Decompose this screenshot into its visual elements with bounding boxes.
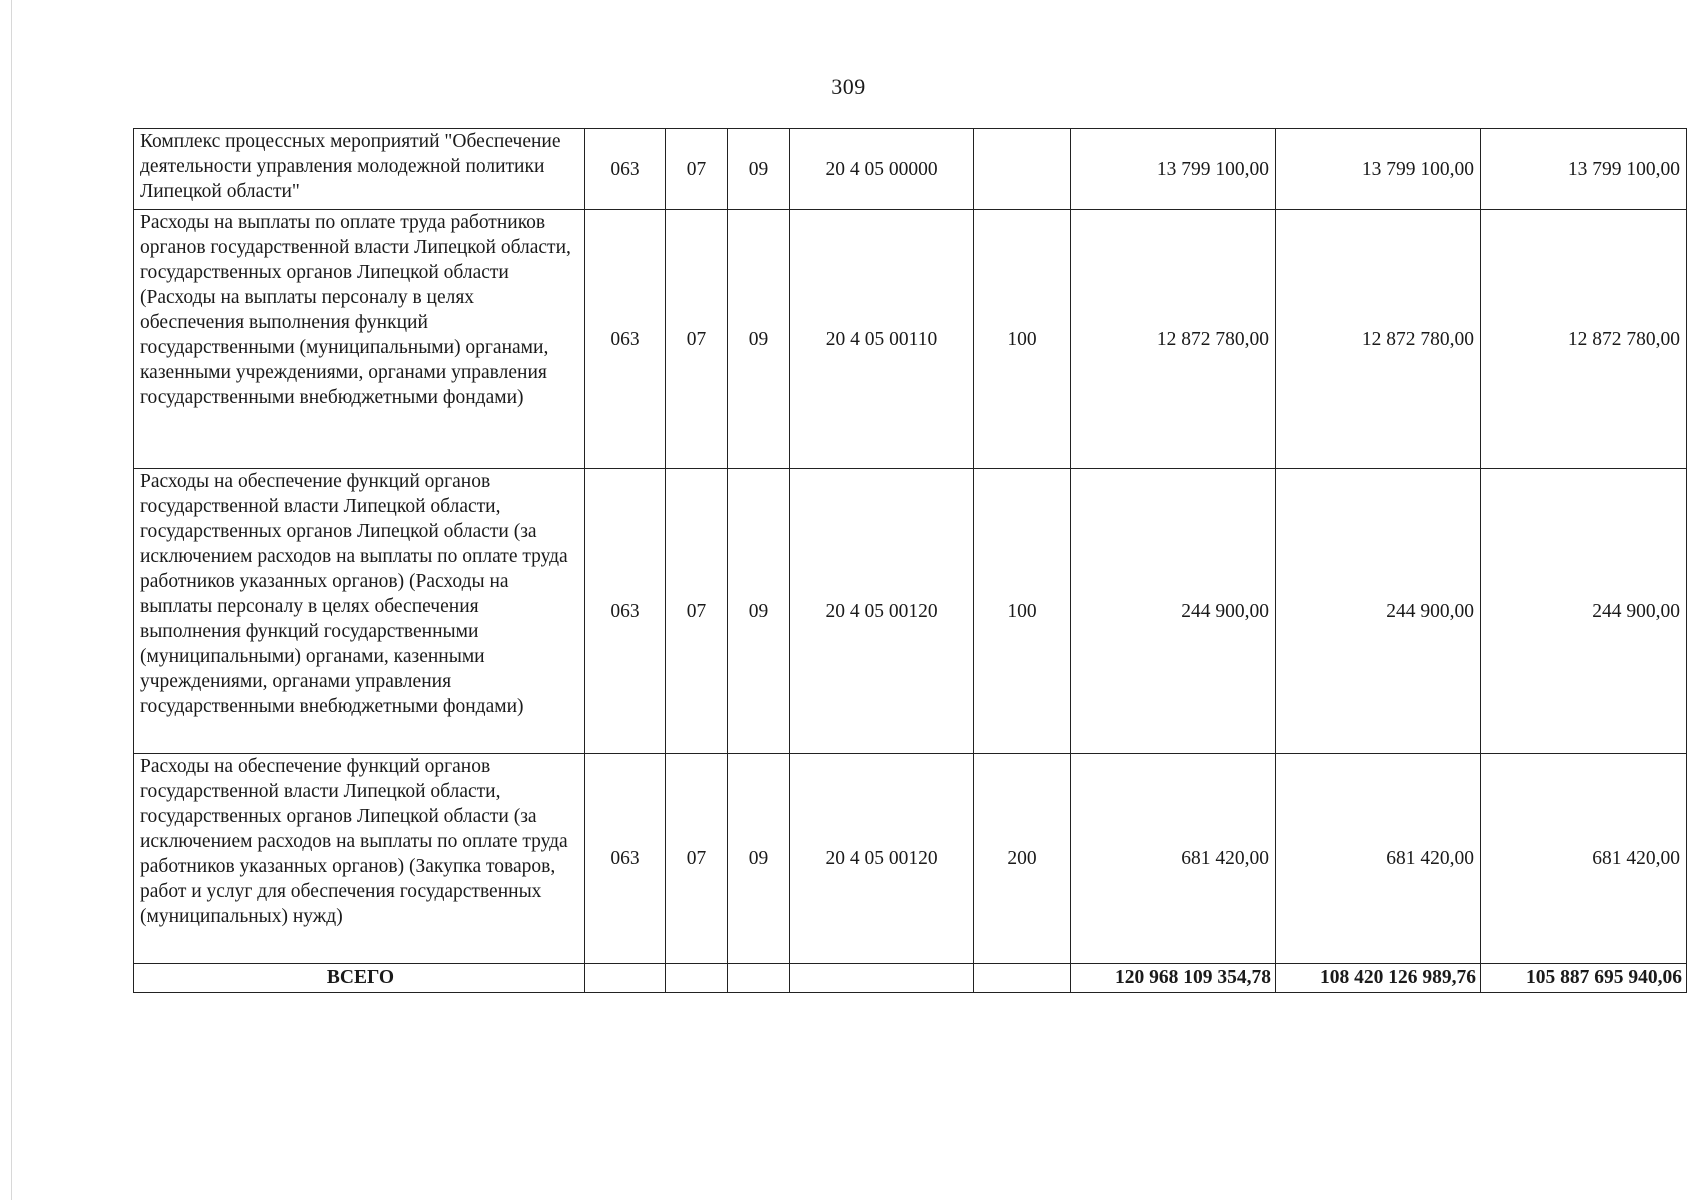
- subsection-code: 09: [728, 210, 790, 469]
- total-row: [134, 964, 1687, 993]
- budget-table: [133, 128, 1687, 993]
- amount-year-2: 13 799 100,00: [1276, 129, 1481, 210]
- section-code: 07: [666, 754, 728, 964]
- total-year-1: 120 968 109 354,78: [1071, 964, 1276, 993]
- amount-year-2: 244 900,00: [1276, 469, 1481, 754]
- table-row: [134, 754, 1687, 964]
- section-code: 07: [666, 210, 728, 469]
- table-row: [134, 469, 1687, 754]
- total-year-2: 108 420 126 989,76: [1276, 964, 1481, 993]
- ministry-code: 063: [585, 210, 666, 469]
- table-row: [134, 210, 1687, 469]
- target-code: 20 4 05 00000: [790, 129, 974, 210]
- expense-type-code: 100: [974, 210, 1071, 469]
- expense-type-code: 200: [974, 754, 1071, 964]
- ministry-code: 063: [585, 469, 666, 754]
- target-code: 20 4 05 00120: [790, 469, 974, 754]
- empty-cell: [790, 964, 974, 993]
- amount-year-1: 13 799 100,00: [1071, 129, 1276, 210]
- total-label: ВСЕГО: [134, 964, 585, 993]
- scan-margin-line: [11, 0, 12, 1200]
- amount-year-1: 681 420,00: [1071, 754, 1276, 964]
- empty-cell: [666, 964, 728, 993]
- ministry-code: 063: [585, 129, 666, 210]
- section-code: 07: [666, 129, 728, 210]
- empty-cell: [585, 964, 666, 993]
- empty-cell: [974, 964, 1071, 993]
- target-code: 20 4 05 00110: [790, 210, 974, 469]
- amount-year-3: 681 420,00: [1481, 754, 1687, 964]
- row-name: Расходы на обеспечение функций органов государственной власти Липецкой области, государственных органов Липецкой области (за исключением расходов на выплаты по оплате труда работников указанных органов) (Расходы на выплаты персоналу в целях обеспечения выполнения функций государственными (муниципальными) органами, казенными учреждениями, органами управления государственными внебюджетными фондами): [134, 469, 585, 754]
- page-number: 309: [831, 74, 866, 99]
- amount-year-2: 681 420,00: [1276, 754, 1481, 964]
- amount-year-2: 12 872 780,00: [1276, 210, 1481, 469]
- subsection-code: 09: [728, 129, 790, 210]
- row-name: Расходы на обеспечение функций органов государственной власти Липецкой области, государственных органов Липецкой области (за исключением расходов на выплаты по оплате труда работников указанных органов) (Закупка товаров, работ и услуг для обеспечения государственных (муниципальных) нужд): [134, 754, 585, 964]
- section-code: 07: [666, 469, 728, 754]
- amount-year-3: 244 900,00: [1481, 469, 1687, 754]
- ministry-code: 063: [585, 754, 666, 964]
- amount-year-1: 244 900,00: [1071, 469, 1276, 754]
- row-name: Комплекс процессных мероприятий "Обеспечение деятельности управления молодежной политики Липецкой области": [134, 129, 585, 210]
- subsection-code: 09: [728, 469, 790, 754]
- expense-type-code: [974, 129, 1071, 210]
- amount-year-1: 12 872 780,00: [1071, 210, 1276, 469]
- empty-cell: [728, 964, 790, 993]
- amount-year-3: 12 872 780,00: [1481, 210, 1687, 469]
- row-name: Расходы на выплаты по оплате труда работников органов государственной власти Липецкой области, государственных органов Липецкой области (Расходы на выплаты персоналу в целях обеспечения выполнения функций государственными (муниципальными) органами, казенными учреждениями, органами управления государственными внебюджетными фондами): [134, 210, 585, 469]
- target-code: 20 4 05 00120: [790, 754, 974, 964]
- total-year-3: 105 887 695 940,06: [1481, 964, 1687, 993]
- amount-year-3: 13 799 100,00: [1481, 129, 1687, 210]
- subsection-code: 09: [728, 754, 790, 964]
- expense-type-code: 100: [974, 469, 1071, 754]
- table-row: [134, 129, 1687, 210]
